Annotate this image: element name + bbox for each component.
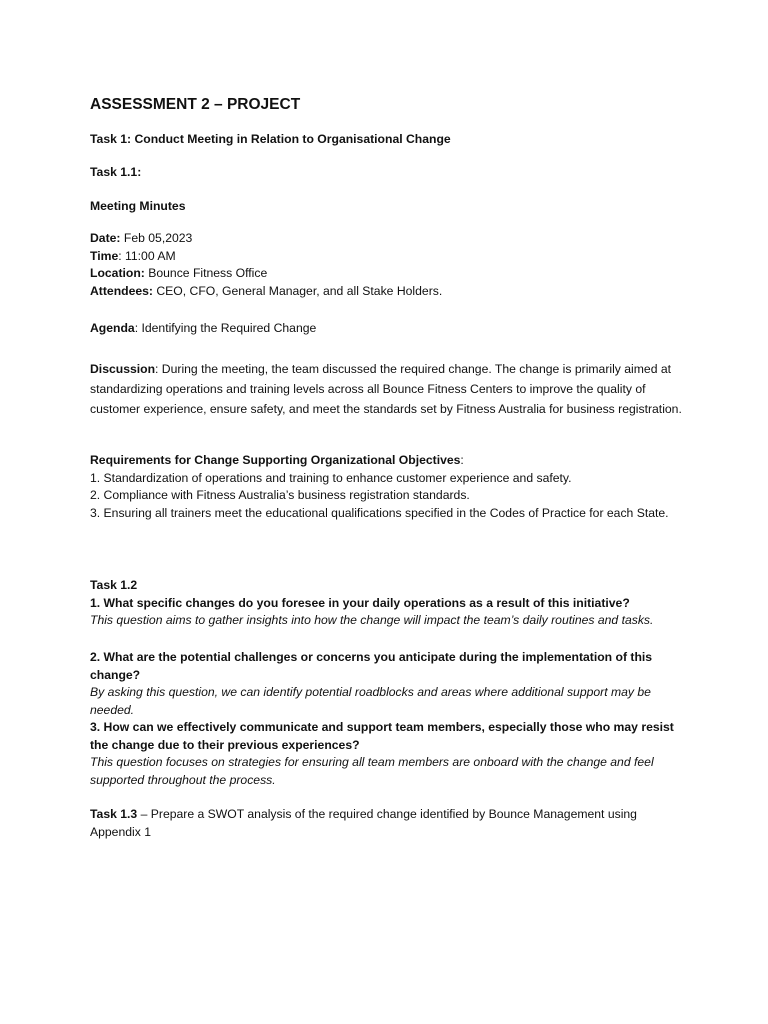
meeting-minutes-heading: Meeting Minutes bbox=[90, 199, 186, 213]
requirement-item: 2. Compliance with Fitness Australia’s business registration standards. bbox=[90, 488, 470, 502]
task-1-3-text: – Prepare a SWOT analysis of the required change identified by Bounce Management using Appendix 1 bbox=[90, 807, 637, 839]
question-2-block bbox=[90, 649, 690, 789]
date-line bbox=[90, 230, 690, 248]
date-value: Feb 05,2023 bbox=[120, 231, 193, 245]
task-1-3-label: Task 1.3 bbox=[90, 807, 138, 821]
meeting-details bbox=[90, 230, 690, 300]
requirement-item: 3. Ensuring all trainers meet the educational qualifications specified in the Codes of Practice for each State. bbox=[90, 505, 669, 520]
discussion-paragraph bbox=[90, 359, 690, 419]
discussion-text: : During the meeting, the team discussed the required change. The change is primarily aimed at standardizing operations and training levels across all Bounce Fitness Centers to improve the quality of customer experience, ensure safety, and meet the standards set by Fitness Australia for business registration. bbox=[90, 362, 682, 416]
requirements-block bbox=[90, 452, 690, 522]
question-1: 1. What specific changes do you foresee in your daily operations as a result of this initiative? bbox=[90, 595, 630, 610]
requirement-item: 1. Standardization of operations and training to enhance customer experience and safety. bbox=[90, 470, 572, 485]
task-1-2-block bbox=[90, 577, 690, 630]
task-1-1-heading: Task 1.1: bbox=[90, 165, 142, 179]
agenda-label: Agenda bbox=[90, 321, 135, 335]
question-2-note: By asking this question, we can identify potential roadblocks and areas where additional support may be needed. bbox=[90, 685, 651, 717]
task-1-heading: Task 1: Conduct Meeting in Relation to Organisational Change bbox=[90, 132, 451, 146]
task-1-3-line bbox=[90, 806, 690, 841]
time-value: : 11:00 AM bbox=[118, 248, 176, 263]
attendees-label: Attendees: bbox=[90, 283, 153, 298]
agenda-value: : Identifying the Required Change bbox=[134, 321, 317, 335]
date-label: Date: bbox=[90, 231, 121, 245]
location-line bbox=[90, 265, 690, 283]
time-label: Time bbox=[90, 248, 119, 263]
question-3-note: This question focuses on strategies for ensuring all team members are onboard with the change and feel supported throughout the process. bbox=[90, 755, 654, 787]
location-label: Location: bbox=[90, 266, 145, 280]
task-1-2-heading: Task 1.2 bbox=[90, 578, 138, 592]
question-3: 3. How can we effectively communicate and support team members, especially those who may resist the change due to their previous experiences? bbox=[90, 720, 674, 752]
discussion-label: Discussion bbox=[90, 362, 156, 376]
requirements-label: Requirements for Change Supporting Organizational Objectives bbox=[90, 453, 461, 467]
attendees-line bbox=[90, 283, 690, 301]
requirements-heading bbox=[90, 452, 690, 470]
question-1-note: This question aims to gather insights into how the change will impact the team’s daily routines and tasks. bbox=[90, 613, 654, 627]
attendees-value: CEO, CFO, General Manager, and all Stake Holders. bbox=[152, 283, 443, 298]
time-line bbox=[90, 248, 690, 266]
question-2: 2. What are the potential challenges or concerns you anticipate during the implementation of this change? bbox=[90, 650, 653, 682]
agenda-line bbox=[90, 320, 690, 338]
requirements-colon: : bbox=[460, 453, 464, 467]
document-title: ASSESSMENT 2 – PROJECT bbox=[90, 96, 301, 113]
location-value: Bounce Fitness Office bbox=[144, 266, 268, 280]
